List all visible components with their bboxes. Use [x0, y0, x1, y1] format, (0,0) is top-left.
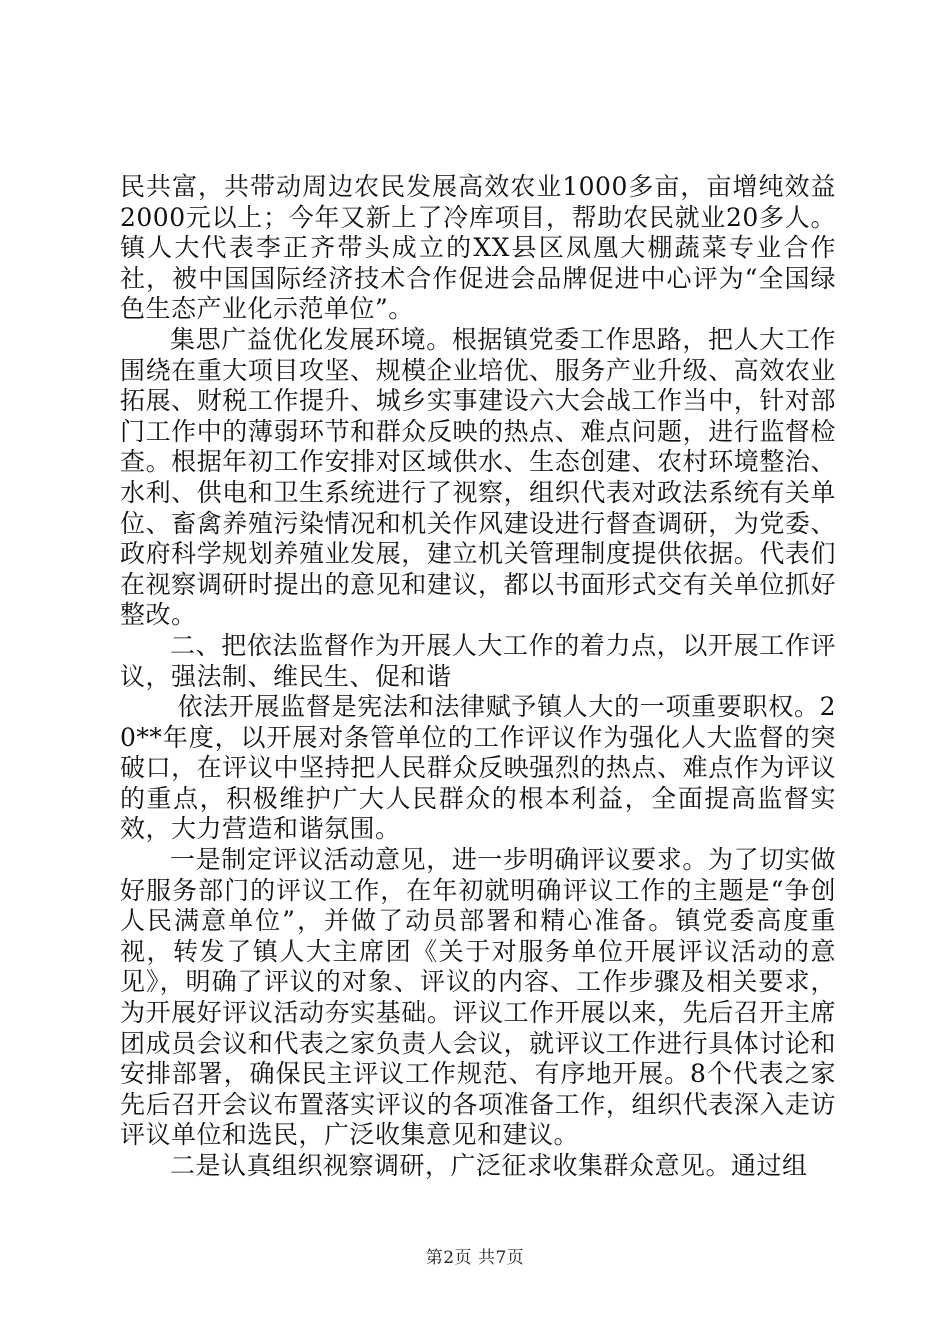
- paragraph-point-two: 二是认真组织视察调研，广泛征求收集群众意见。通过组: [170, 1151, 808, 1180]
- page-number-footer: 第2页 共7页: [425, 1248, 525, 1268]
- paragraph-point-one: 一是制定评议活动意见，进一步明确评议要求。为了切实做好服务部门的评议工作，在年初就明确评议工作的主题是“争创人民满意单位”，并做了动员部署和精心准备。镇党委高度重视，转发了镇人大主席团《关于对服务单位开展评议活动的意见》，明确了评议的对象、评议的内容、工作步骤及相关要求，为开展好评议活动夯实基础。评议工作开展以来，先后召开主席团成员会议和代表之家负责人会议，就评议工作进行具体讨论和安排部署，确保民主评议工作规范、有序地开展。8个代表之家先后召开会议布置落实评议的各项准备工作，组织代表深入走访评议单位和选民，广泛收集意见和建议。: [120, 845, 836, 1150]
- paragraph-continued: 民共富，共带动周边农民发展高效农业1000多亩，亩增纯效益2000元以上；今年又新上了冷库项目，帮助农民就业20多人。镇人大代表李正齐带头成立的XX县区凤凰大棚蔬菜专业合作社，被中国国际经济技术合作促进会品牌促进中心评为“全国绿色生态产业化示范单位”。: [120, 172, 836, 324]
- document-body: [120, 172, 836, 1182]
- paragraph-supervision: 依法开展监督是宪法和法律赋予镇人大的一项重要职权。20**年度，以开展对条管单位的工作评议作为强化人大监督的突破口，在评议中坚持把人民群众反映强烈的热点、难点作为评议的重点，积极维护广大人民群众的根本利益，全面提高监督实效，大力营造和谐氛围。: [120, 692, 836, 844]
- section-heading-two: 二、把依法监督作为开展人大工作的着力点，以开展工作评议，强法制、维民生、促和谐: [120, 630, 836, 691]
- paragraph-environment: 集思广益优化发展环境。根据镇党委工作思路，把人大工作围绕在重大项目攻坚、规模企业培优、服务产业升级、高效农业拓展、财税工作提升、城乡实事建设六大会战工作当中，针对部门工作中的薄弱环节和群众反映的热点、难点问题，进行监督检查。根据年初工作安排对区域供水、生态创建、农村环境整治、水利、供电和卫生系统进行了视察，组织代表对政法系统有关单位、畜禽养殖污染情况和机关作风建设进行督查调研，为党委、政府科学规划养殖业发展，建立机关管理制度提供依据。代表们在视察调研时提出的意见和建议，都以书面形式交有关单位抓好整改。: [120, 324, 836, 630]
